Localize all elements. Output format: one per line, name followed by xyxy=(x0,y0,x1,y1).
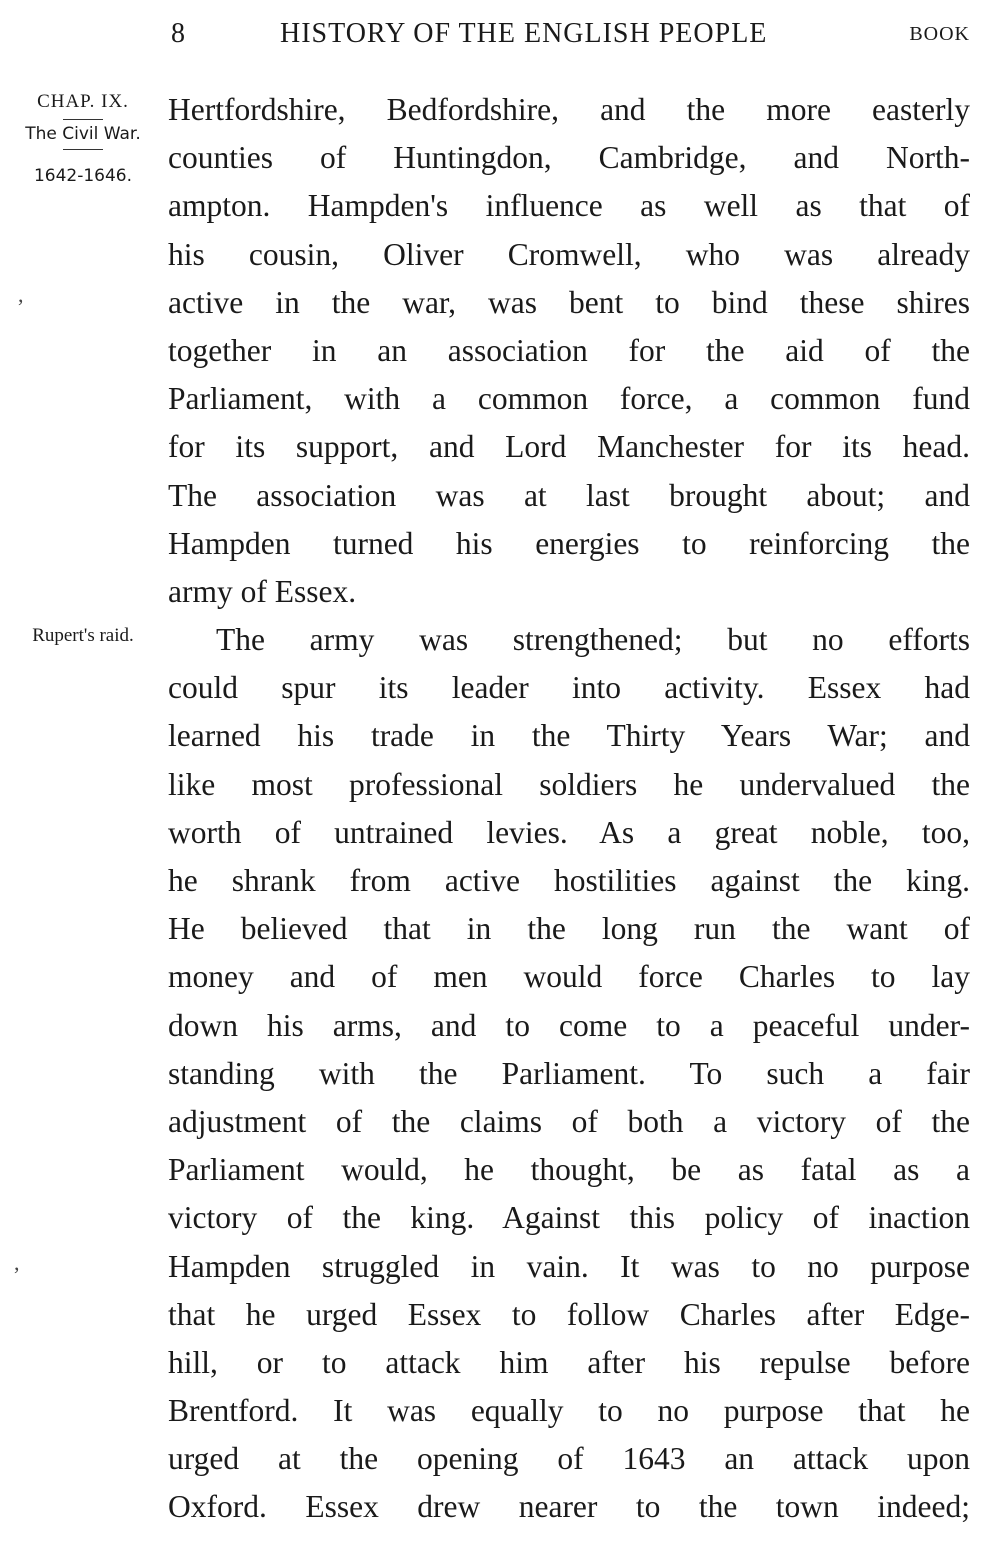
text-line: that he urged Essex to follow Charles after Edge- xyxy=(168,1296,970,1332)
topic-label: The Civil War. xyxy=(25,124,141,144)
text-line: victory of the king. Against this policy of inaction xyxy=(168,1200,970,1236)
margin-chapter-block xyxy=(22,90,144,186)
text-line: Parliament would, he thought, be as fatal as a xyxy=(168,1152,970,1188)
sidenote: Rupert's raid. xyxy=(32,625,134,646)
text-line: adjustment of the claims of both a victory of the xyxy=(168,1103,970,1139)
text-line: his cousin, Oliver Cromwell, who was already xyxy=(168,236,970,272)
body-text xyxy=(168,86,970,1532)
page-number: 8 xyxy=(171,18,185,49)
text-line: Hertfordshire, Bedfordshire, and the more easterly xyxy=(168,92,970,127)
margin-rule xyxy=(63,119,103,120)
text-line: The army was strengthened; but no efforts xyxy=(216,622,970,658)
text-line: he shrank from active hostilities against the king. xyxy=(168,863,970,898)
text-line: could spur its leader into activity. Essex had xyxy=(168,670,970,706)
text-line: ampton. Hampden's influence as well as that of xyxy=(168,188,970,224)
text-line: Hampden turned his energies to reinforcing the xyxy=(168,525,970,561)
text-line: urged at the opening of 1643 an attack upon xyxy=(168,1441,970,1477)
text-line: He believed that in the long run the want of xyxy=(168,911,970,947)
text-line: like most professional soldiers he undervalued the xyxy=(168,766,970,802)
running-header xyxy=(168,14,970,54)
stray-mark: , xyxy=(14,1250,20,1275)
text-line: together in an association for the aid of the xyxy=(168,332,970,368)
text-line: Parliament, with a common force, a common fund xyxy=(168,381,970,417)
text-line: Hampden struggled in vain. It was to no purpose xyxy=(168,1248,970,1284)
running-title: HISTORY OF THE ENGLISH PEOPLE xyxy=(280,18,768,49)
text-line: Oxford. Essex drew nearer to the town indeed; xyxy=(168,1489,970,1525)
text-line: The association was at last brought about; and xyxy=(168,477,970,513)
text-line: active in the war, was bent to bind these shires xyxy=(168,284,970,320)
text-line: hill, or to attack him after his repulse before xyxy=(168,1344,970,1380)
text-line: Brentford. It was equally to no purpose that he xyxy=(168,1393,970,1429)
chapter-label: CHAP. IX. xyxy=(37,91,129,112)
margin-rule xyxy=(63,149,103,150)
text-line: standing with the Parliament. To such a fair xyxy=(168,1055,970,1091)
text-line: for its support, and Lord Manchester for its head. xyxy=(168,429,970,465)
book-label: BOOK xyxy=(909,23,970,45)
text-line: worth of untrained levies. As a great noble, too, xyxy=(168,814,970,850)
date-range: 1642-1646. xyxy=(33,166,133,186)
text-line: money and of men would force Charles to lay xyxy=(168,959,970,995)
text-line: counties of Huntingdon, Cambridge, and North- xyxy=(168,140,970,176)
stray-mark: , xyxy=(18,282,24,307)
text-line: army of Essex. xyxy=(168,573,357,609)
text-line: learned his trade in the Thirty Years War; and xyxy=(168,718,970,754)
text-line: down his arms, and to come to a peaceful under- xyxy=(168,1007,970,1043)
